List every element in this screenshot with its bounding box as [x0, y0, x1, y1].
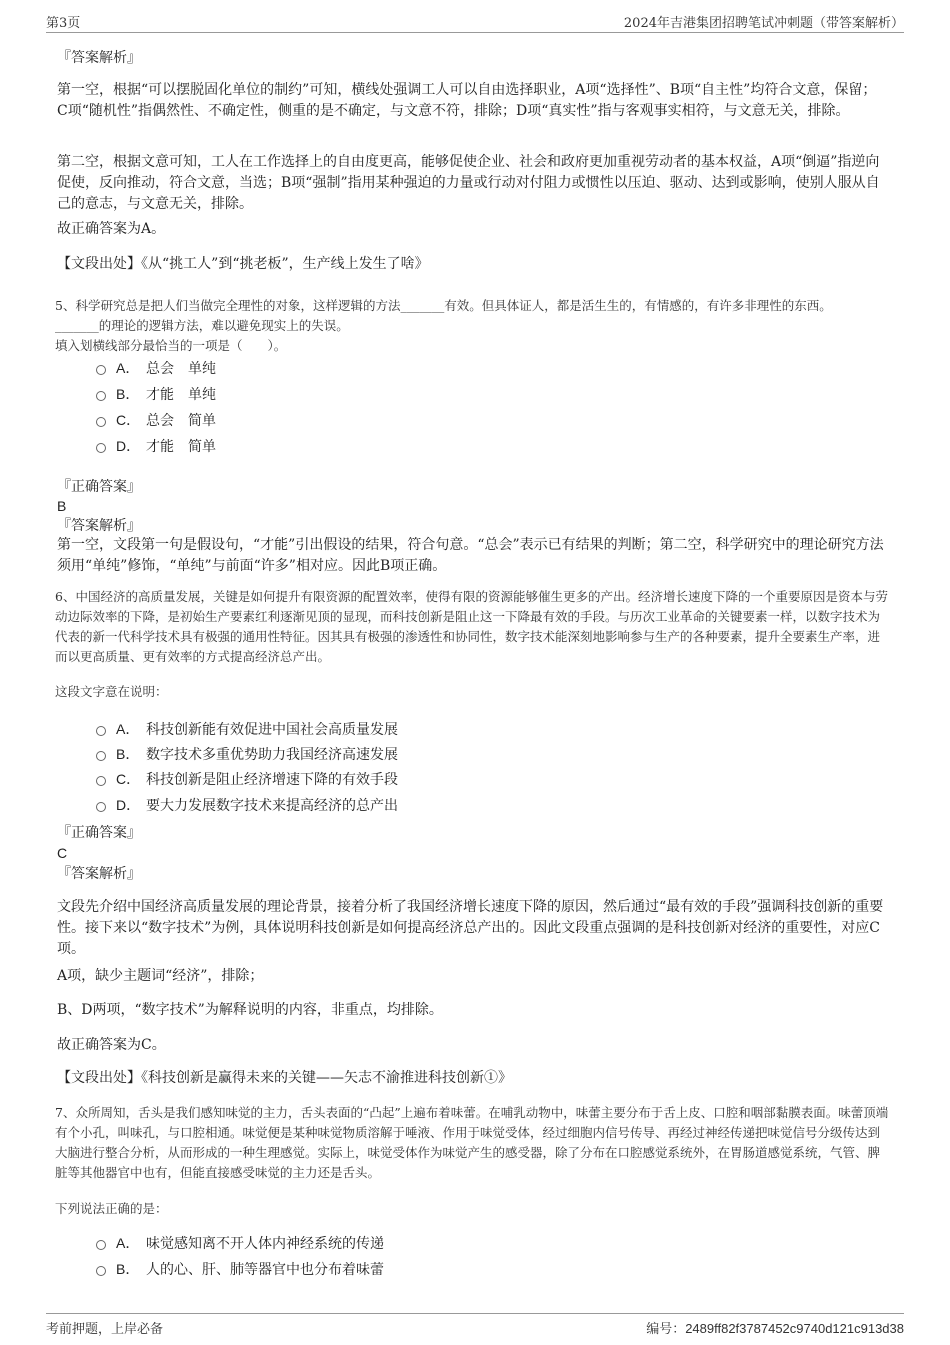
radio-icon[interactable] — [96, 751, 106, 761]
q5-option-d[interactable]: D． 才能 简单 — [96, 435, 216, 457]
q6-line-a: A项，缺少主题词“经济”，排除； — [57, 968, 264, 984]
radio-icon[interactable] — [96, 443, 106, 453]
q6-stem: 6、中国经济的高质量发展，关键是如何提升有限资源的配置效率，使得有限的资源能够催生更多的产出。经济增长速度下降的一个重要原因是资本与劳动边际效率的下降，是初始生产要素红利逐渐见顶的显现，而科技创新是阻止这一下降最有效的手段。与历次工业革命的关键要素一样，以数字技术为代表的新一代科学技术具有极强的通用性特征。因其具有极强的渗透性和协同性，数字技术能深刻地影响参与生产的各种要素，提升全要素生产率，进而以更高质量、更有效率的方式提高经济总产出。 — [55, 589, 888, 664]
q7-option-a[interactable]: A． 味觉感知离不开人体内神经系统的传递 — [96, 1232, 384, 1254]
q6-prompt: 这段文字意在说明： — [55, 684, 168, 699]
radio-icon[interactable] — [96, 391, 106, 401]
q7-option-b[interactable]: B． 人的心、肝、肺等器官中也分布着味蕾 — [96, 1258, 384, 1280]
radio-icon[interactable] — [96, 417, 106, 427]
document-code: 编号：2489ff82f3787452c9740d121c913d38 — [646, 1321, 904, 1336]
q5-option-a[interactable]: A． 总会 单纯 — [96, 357, 216, 379]
q6-line-bd: B、D两项，“数字技术”为解释说明的内容，非重点，均排除。 — [57, 1002, 443, 1018]
q6-answer-title: 『正确答案』 — [57, 825, 141, 841]
q7-prompt: 下列说法正确的是： — [55, 1201, 168, 1216]
radio-icon[interactable] — [96, 802, 106, 812]
q6-analysis: 文段先介绍中国经济高质量发展的理论背景，接着分析了我国经济增长速度下降的原因，然后通过“最有效的手段”强调科技创新的重要性。接下来以“数字技术”为例，具体说明科技创新是如何提高经济总产出的。因此文段重点强调的是科技创新对经济的重要性，对应C项。 — [57, 899, 884, 957]
q4-source: 【文段出处】《从“挑工人”到“挑老板”，生产线上发生了啥》 — [57, 256, 429, 272]
page-header — [46, 12, 904, 33]
radio-icon[interactable] — [96, 1266, 106, 1276]
q5-stem — [55, 296, 891, 356]
page-number: 第3页 — [46, 16, 81, 31]
radio-icon[interactable] — [96, 776, 106, 786]
q4-conclusion: 故正确答案为A。 — [57, 221, 166, 237]
q7-stem: 7、众所周知，舌头是我们感知味觉的主力，舌头表面的“凸起”上遍布着味蕾。在哺乳动物中，味蕾主要分布于舌上皮、口腔和咽部黏膜表面。味蕾顶端有个小孔，叫味孔，与口腔相通。味觉便是某种味觉物质溶解于唾液、作用于味觉受体，经过细胞内信号传导、再经过神经传递把味觉信号分级传达到大脑进行整合分析，从而形成的一种生理感觉。实际上，味觉受体作为味觉产生的感受器，除了分布在口腔感觉系统外，在胃肠道感觉系统，气管、脾脏等其他器官中也有，但能直接感受味觉的主力还是舌头。 — [55, 1105, 889, 1180]
q6-answer: C — [57, 845, 68, 861]
q6-option-d[interactable]: D． 要大力发展数字技术来提高经济的总产出 — [96, 794, 398, 816]
q4-analysis-para2: 第二空，根据文意可知，工人在工作选择上的自由度更高，能够促使企业、社会和政府更加重视劳动者的基本权益，A项“倒逼”指逆向促使，反向推动，符合文意，当选；B项“强制”指用某种强迫的力量或行动对付阻力或惯性以压迫、驱动、达到或影响，使别人服从自己的意志，与文意无关，排除。 — [57, 154, 880, 212]
q5-answer-title: 『正确答案』 — [57, 479, 141, 495]
q5-answer: B — [57, 498, 67, 514]
q5-stem-line2: _______的理论的逻辑方法，难以避免现实上的失误。 — [55, 318, 349, 333]
q4-analysis-para1: 第一空，根据“可以摆脱固化单位的制约”可知，横线处强调工人可以自由选择职业，A项“选择性”、B项“自主性”均符合文意，保留；C项“随机性”指偶然性、不确定性，侧重的是不确定，与文意不符，排除；D项“真实性”指与客观事实相符，与文意无关，排除。 — [57, 82, 877, 119]
q5-prompt: 填入划横线部分最恰当的一项是（ ）。 — [55, 338, 287, 353]
q6-option-b[interactable]: B． 数字技术多重优势助力我国经济高速发展 — [96, 743, 398, 765]
footer-slogan: 考前押题，上岸必备 — [46, 1322, 164, 1337]
page-footer — [46, 1313, 904, 1338]
radio-icon[interactable] — [96, 365, 106, 375]
q5-analysis: 第一空，文段第一句是假设句，“才能”引出假设的结果，符合句意。“总会”表示已有结果的判断；第二空，科学研究中的理论研究方法须用“单纯”修饰，“单纯”与前面“许多”相对应。因此B项正确。 — [57, 537, 884, 574]
radio-icon[interactable] — [96, 1240, 106, 1250]
q6-option-c[interactable]: C． 科技创新是阻止经济增速下降的有效手段 — [96, 768, 398, 790]
q5-option-b[interactable]: B． 才能 单纯 — [96, 383, 216, 405]
q6-source: 【文段出处】《科技创新是赢得未来的关键——矢志不渝推进科技创新①》 — [57, 1070, 512, 1086]
q5-analysis-title: 『答案解析』 — [57, 518, 141, 534]
radio-icon[interactable] — [96, 726, 106, 736]
q6-analysis-title: 『答案解析』 — [57, 866, 141, 882]
q4-analysis-title: 『答案解析』 — [57, 50, 141, 66]
document-title: 2024年吉港集团招聘笔试冲刺题（带答案解析） — [623, 16, 904, 31]
q5-option-c[interactable]: C． 总会 简单 — [96, 409, 216, 431]
q6-conclusion: 故正确答案为C。 — [57, 1037, 166, 1053]
q6-option-a[interactable]: A． 科技创新能有效促进中国社会高质量发展 — [96, 718, 398, 740]
q5-stem-line1: 5、科学研究总是把人们当做完全理性的对象，这样逻辑的方法_______有效。但具体证人，都是活生生的，有情感的，有许多非理性的东西。 — [55, 298, 832, 313]
